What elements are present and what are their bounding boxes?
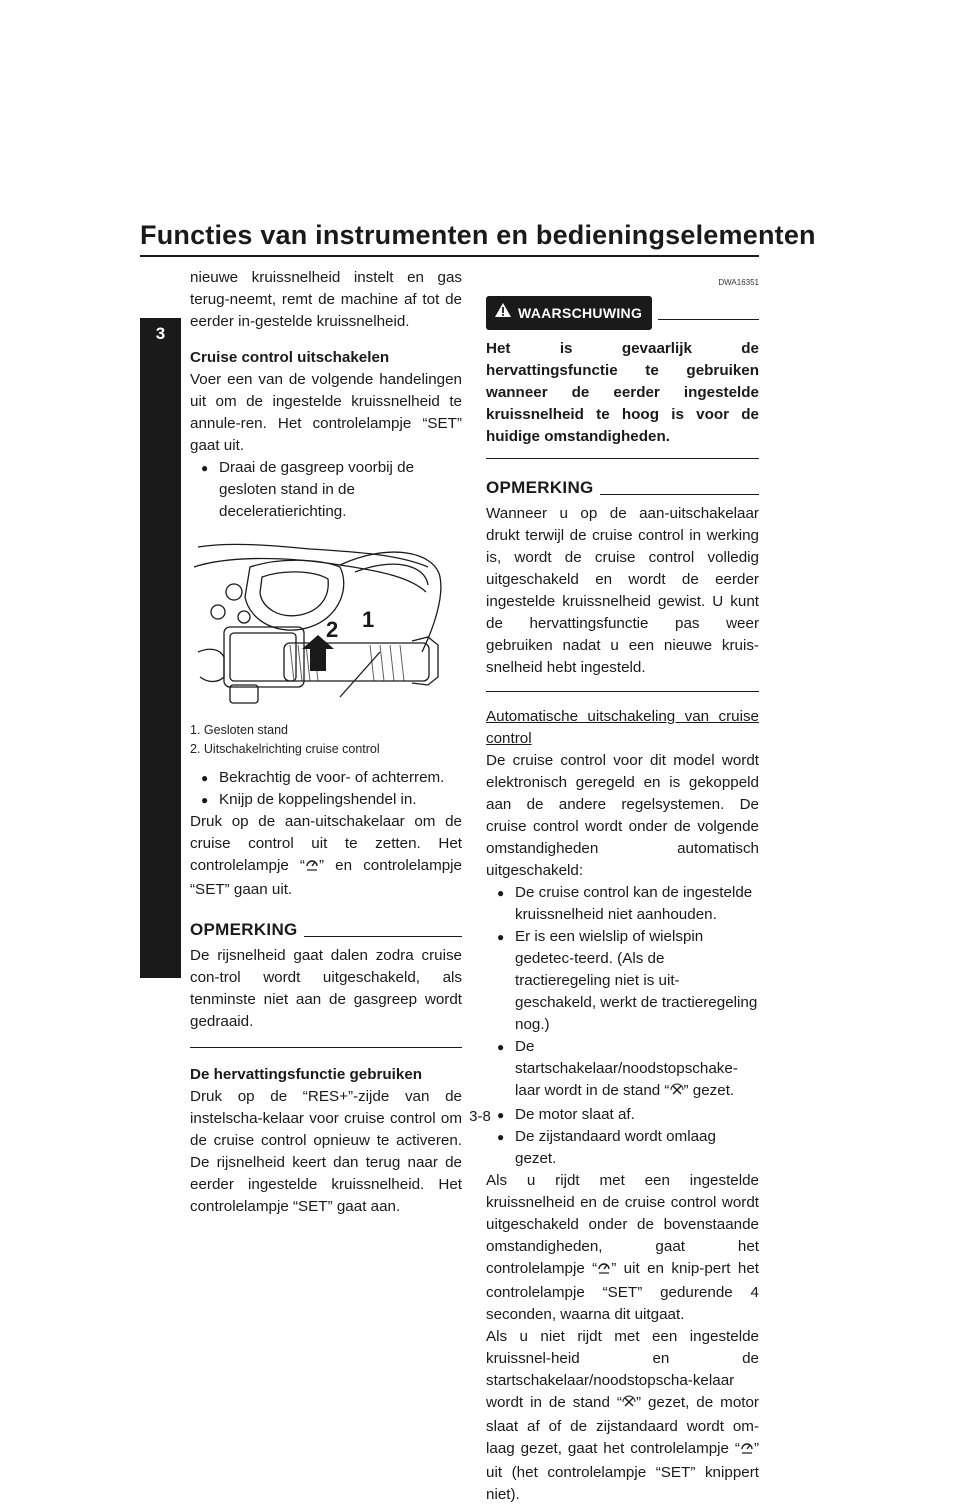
figure-label-1: 1 [362, 607, 375, 632]
figure-label-2: 2 [326, 617, 339, 642]
note-end-rule [190, 1047, 462, 1048]
warning-label: WAARSCHUWING [518, 305, 643, 321]
warning-badge [486, 296, 652, 330]
header-rule [140, 255, 759, 257]
press-text: Druk op de aan-uitschakelaar om de cruise control uit te zetten. Het controlelampje “ ” en controlelampje “SET” gaan uit. [190, 813, 462, 898]
warning-code: DWA16351 [718, 278, 759, 287]
note-heading-right: OPMERKING [486, 477, 759, 499]
bullet-wheelslip: ● Er is een wielslip of wielspin gedetec-teerd. (Als de tractieregeling niet is uit-geschakeld, werkt de tractieregeling nog.) [486, 926, 759, 1036]
note-heading-left: OPMERKING [190, 919, 462, 941]
auto-heading: Automatische uitschakeling van cruise control [486, 708, 759, 747]
bullet-engine-stall: ● De motor slaat af. [486, 1104, 759, 1126]
bullet-startswitch: ● De startschakelaar/noodstopschake-laar wordt in de stand “ ” gezet. [486, 1036, 759, 1104]
page-title: Functies van instrumenten en bedieningselementen [140, 220, 816, 250]
bullet-throttle: ● Draai de gasgreep voorbij de gesloten stand in de deceleratierichting. [190, 457, 462, 523]
warning-triangle-icon [494, 302, 512, 324]
bullet-brake: ● Bekrachtig de voor- of achterrem. [190, 767, 462, 789]
caption-1: 1. Gesloten stand [190, 723, 288, 737]
chapter-number: 3 [155, 324, 166, 343]
cruise-control-icon [597, 1260, 611, 1282]
right-column [486, 272, 759, 1506]
handlebar-figure [190, 537, 462, 709]
auto-para-1: Als u rijdt met een ingestelde kruissnelheid en de cruise control wordt uitgeschakeld onder de bovenstaande omstandigheden, gaat het controlelampje “ ” uit en knip-pert het controlelampje “SET” gedurende 4 seconden, waarna dit uitgaat. [486, 1172, 759, 1323]
chapter-tab [140, 318, 181, 978]
warning-text: Het is gevaarlijk de hervattingsfunctie te gebruiken wanneer de eerder ingestelde kruissnelheid te hoog is voor de huidige omstandigheden. [486, 340, 759, 445]
engine-stop-icon [670, 1082, 684, 1104]
warning-end-rule [486, 458, 759, 459]
off-heading: Cruise control uitschakelen [190, 349, 390, 366]
resume-text: Druk op de “RES+”-zijde van de instelscha-kelaar voor cruise control om de cruise control opnieuw te activeren. De rijsnelheid keert dan terug naar de eerder ingestelde kruissnelheid. Het controlelampje “SET” gaat aan. [190, 1088, 462, 1215]
handlebar-illustration [190, 537, 462, 709]
bullet-sidestand: ● De zijstandaard wordt omlaag gezet. [486, 1126, 759, 1170]
cruise-control-icon [305, 857, 319, 879]
warning-header [486, 296, 759, 330]
note-end-rule-right [486, 691, 759, 692]
caption-2: 2. Uitschakelrichting cruise control [190, 742, 380, 756]
engine-stop-icon [622, 1394, 636, 1416]
off-text: Voer een van de volgende handelingen uit om de ingestelde kruissnelheid te annule-ren. Het controlelampje “SET” gaat uit. [190, 371, 462, 454]
note-text-right: Wanneer u op de aan-uitschakelaar drukt terwijl de cruise control in werking is, wordt de cruise control volledig uitgeschakeld en wordt de eerder ingestelde kruissnelheid gewist. U kunt de hervattingsfunctie pas weer gebruiken nadat u een nieuwe kruis-snelheid hebt ingesteld. [486, 505, 759, 676]
auto-para-2: Als u niet rijdt met een ingestelde kruissnel-heid en de startschakelaar/noodstopscha-kelaar wordt in de stand “ ” gezet, de motor slaat af of de zijstandaard wordt om-laag gezet, gaat het controlelampje “ ” uit (het controlelampje “SET” knippert niet). [486, 1328, 759, 1503]
page-number: 3-8 [469, 1108, 491, 1125]
cruise-control-icon [740, 1440, 754, 1462]
auto-text: De cruise control voor dit model wordt elektronisch geregeld en is gekoppeld aan de andere regelsystemen. De cruise control wordt onder de volgende omstandigheden automatisch uitgeschakeld: [486, 752, 759, 879]
resume-heading: De hervattingsfunctie gebruiken [190, 1066, 423, 1083]
intro-text: nieuwe kruissnelheid instelt en gas terug-neemt, remt de machine af tot de eerder in-gestelde kruissnelheid. [190, 269, 462, 330]
note-text-left: De rijsnelheid gaat dalen zodra cruise con-trol wordt uitgeschakeld, als tenminste niet aan de gasgreep wordt gedraaid. [190, 947, 462, 1030]
bullet-clutch: ● Knijp de koppelingshendel in. [190, 789, 462, 811]
bullet-speed: ● De cruise control kan de ingestelde kruissnelheid niet aanhouden. [486, 882, 759, 926]
left-column [190, 267, 462, 1218]
